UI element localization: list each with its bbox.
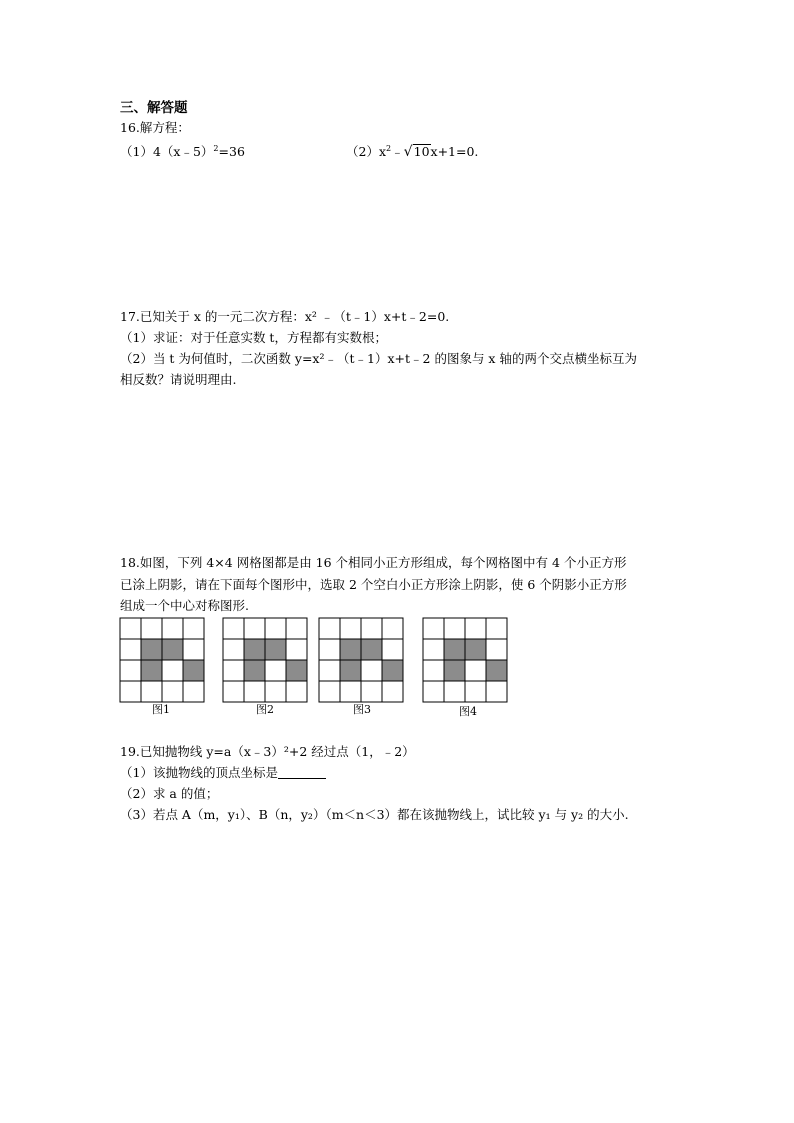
grid-cell-blank[interactable] xyxy=(265,681,286,702)
grid-cell-shaded xyxy=(244,660,265,681)
grid-cell-blank[interactable] xyxy=(162,660,183,681)
grid-cell-shaded xyxy=(340,660,361,681)
grid-cell-blank[interactable] xyxy=(382,681,403,702)
grid-cell-blank[interactable] xyxy=(120,660,141,681)
grid-cell-blank[interactable] xyxy=(162,681,183,702)
grid-cell-shaded xyxy=(361,639,382,660)
grid-cell-shaded xyxy=(162,639,183,660)
grid-cell-blank[interactable] xyxy=(319,618,340,639)
grid-cell-blank[interactable] xyxy=(465,681,486,702)
q19-part2: （2）求 a 的值； xyxy=(120,786,219,801)
grid-cell-blank[interactable] xyxy=(319,660,340,681)
grid-cell-shaded xyxy=(141,639,162,660)
grid-cell-blank[interactable] xyxy=(120,681,141,702)
grid-cell-blank[interactable] xyxy=(444,681,465,702)
grid-cell-blank[interactable] xyxy=(120,639,141,660)
q18-stem-2: 已涂上阴影，请在下面每个图形中，选取 2 个空白小正方形涂上阴影，使 6 个阴影小正方形 xyxy=(120,577,627,592)
grid-cell-blank[interactable] xyxy=(223,639,244,660)
grid-cell-blank[interactable] xyxy=(286,681,307,702)
grid-cell-shaded xyxy=(265,639,286,660)
grid-cell-blank[interactable] xyxy=(244,681,265,702)
grid-cell-blank[interactable] xyxy=(286,618,307,639)
q19-part3: （3）若点 A（m，y₁）、B（n，y₂）（m＜n＜3）都在该抛物线上，试比较 y₁ 与 y₂ 的大小. xyxy=(120,807,629,822)
sqrt-radical: √ 10 xyxy=(403,144,430,161)
grid-cell-blank[interactable] xyxy=(244,618,265,639)
grid-cell-blank[interactable] xyxy=(465,660,486,681)
q17-part2: （2）当 t 为何值时，二次函数 y=x²﹣（t﹣1）x+t﹣2 的图象与 x 轴的两个交点横坐标互为 xyxy=(120,351,637,366)
grid-cell-blank[interactable] xyxy=(162,618,183,639)
figure-caption-2: 图2 xyxy=(256,703,274,716)
grid-cell-blank[interactable] xyxy=(223,660,244,681)
q17-stem: 17.已知关于 x 的一元二次方程：x² ﹣（t﹣1）x+t﹣2=0. xyxy=(120,309,450,324)
grid-cell-blank[interactable] xyxy=(361,681,382,702)
grid-cell-blank[interactable] xyxy=(444,618,465,639)
grid-cell-blank[interactable] xyxy=(286,639,307,660)
q19-part1: （1）该抛物线的顶点坐标是 xyxy=(120,765,326,781)
q16-part2: $(2)x^2﹣$ √ 10x+1=0. xyxy=(346,144,479,161)
grid-cell-blank[interactable] xyxy=(486,639,507,660)
grid-cell-blank[interactable] xyxy=(183,639,204,660)
grid-cell-blank[interactable] xyxy=(361,618,382,639)
grid-cell-shaded xyxy=(286,660,307,681)
grid-cell-shaded xyxy=(486,660,507,681)
grid-cell-blank[interactable] xyxy=(423,639,444,660)
grid-cell-shaded xyxy=(183,660,204,681)
grid-cell-blank[interactable] xyxy=(141,681,162,702)
grid-cell-blank[interactable] xyxy=(141,618,162,639)
grid-cell-shaded xyxy=(340,639,361,660)
grid-cell-shaded xyxy=(244,639,265,660)
grid-cell-blank[interactable] xyxy=(423,618,444,639)
q18-stem-3: 组成一个中心对称图形. xyxy=(120,598,249,613)
grid-cell-blank[interactable] xyxy=(183,618,204,639)
grid-cell-blank[interactable] xyxy=(423,660,444,681)
grid-cell-shaded xyxy=(444,639,465,660)
q17-part1: （1）求证：对于任意实数 t，方程都有实数根； xyxy=(120,330,387,345)
q16-part1: （1）4（x﹣5）$^2$=36 xyxy=(120,144,245,160)
grid-cell-blank[interactable] xyxy=(382,618,403,639)
figure-caption-1: 图1 xyxy=(152,703,170,716)
grid-figure-4 xyxy=(423,618,507,702)
q16-title: 16.解方程： xyxy=(120,120,190,135)
grid-cell-blank[interactable] xyxy=(265,660,286,681)
grid-cell-blank[interactable] xyxy=(265,618,286,639)
grid-figure-3 xyxy=(319,618,403,702)
grid-figure-1 xyxy=(120,618,204,702)
grid-cell-shaded xyxy=(141,660,162,681)
grid-cell-blank[interactable] xyxy=(319,681,340,702)
section-title: 三、解答题 xyxy=(120,100,188,116)
grid-cell-blank[interactable] xyxy=(465,618,486,639)
q19-stem: 19.已知抛物线 y=a（x﹣3）²+2 经过点（1，﹣2） xyxy=(120,744,415,759)
figure-caption-4: 图4 xyxy=(459,705,477,718)
grid-cell-blank[interactable] xyxy=(361,660,382,681)
grid-cell-blank[interactable] xyxy=(382,639,403,660)
grid-cell-blank[interactable] xyxy=(340,681,361,702)
q17-part2-cont: 相反数？请说明理由. xyxy=(120,372,237,387)
grid-cell-blank[interactable] xyxy=(423,681,444,702)
q18-grid-figures xyxy=(118,614,518,704)
q18-stem-1: 18.如图，下列 4×4 网格图都是由 16 个相同小正方形组成，每个网格图中有 4 个小正方形 xyxy=(120,555,627,570)
grid-figure-2 xyxy=(223,618,307,702)
grid-cell-blank[interactable] xyxy=(183,681,204,702)
figure-caption-3: 图3 xyxy=(353,703,371,716)
grid-cell-blank[interactable] xyxy=(486,681,507,702)
grid-cell-blank[interactable] xyxy=(486,618,507,639)
grid-cell-blank[interactable] xyxy=(120,618,141,639)
answer-blank[interactable] xyxy=(278,766,326,779)
grid-cell-blank[interactable] xyxy=(340,618,361,639)
grid-cell-blank[interactable] xyxy=(223,618,244,639)
grid-cell-shaded xyxy=(382,660,403,681)
grid-cell-shaded xyxy=(465,639,486,660)
grid-cell-shaded xyxy=(444,660,465,681)
grid-cell-blank[interactable] xyxy=(319,639,340,660)
grid-cell-blank[interactable] xyxy=(223,681,244,702)
